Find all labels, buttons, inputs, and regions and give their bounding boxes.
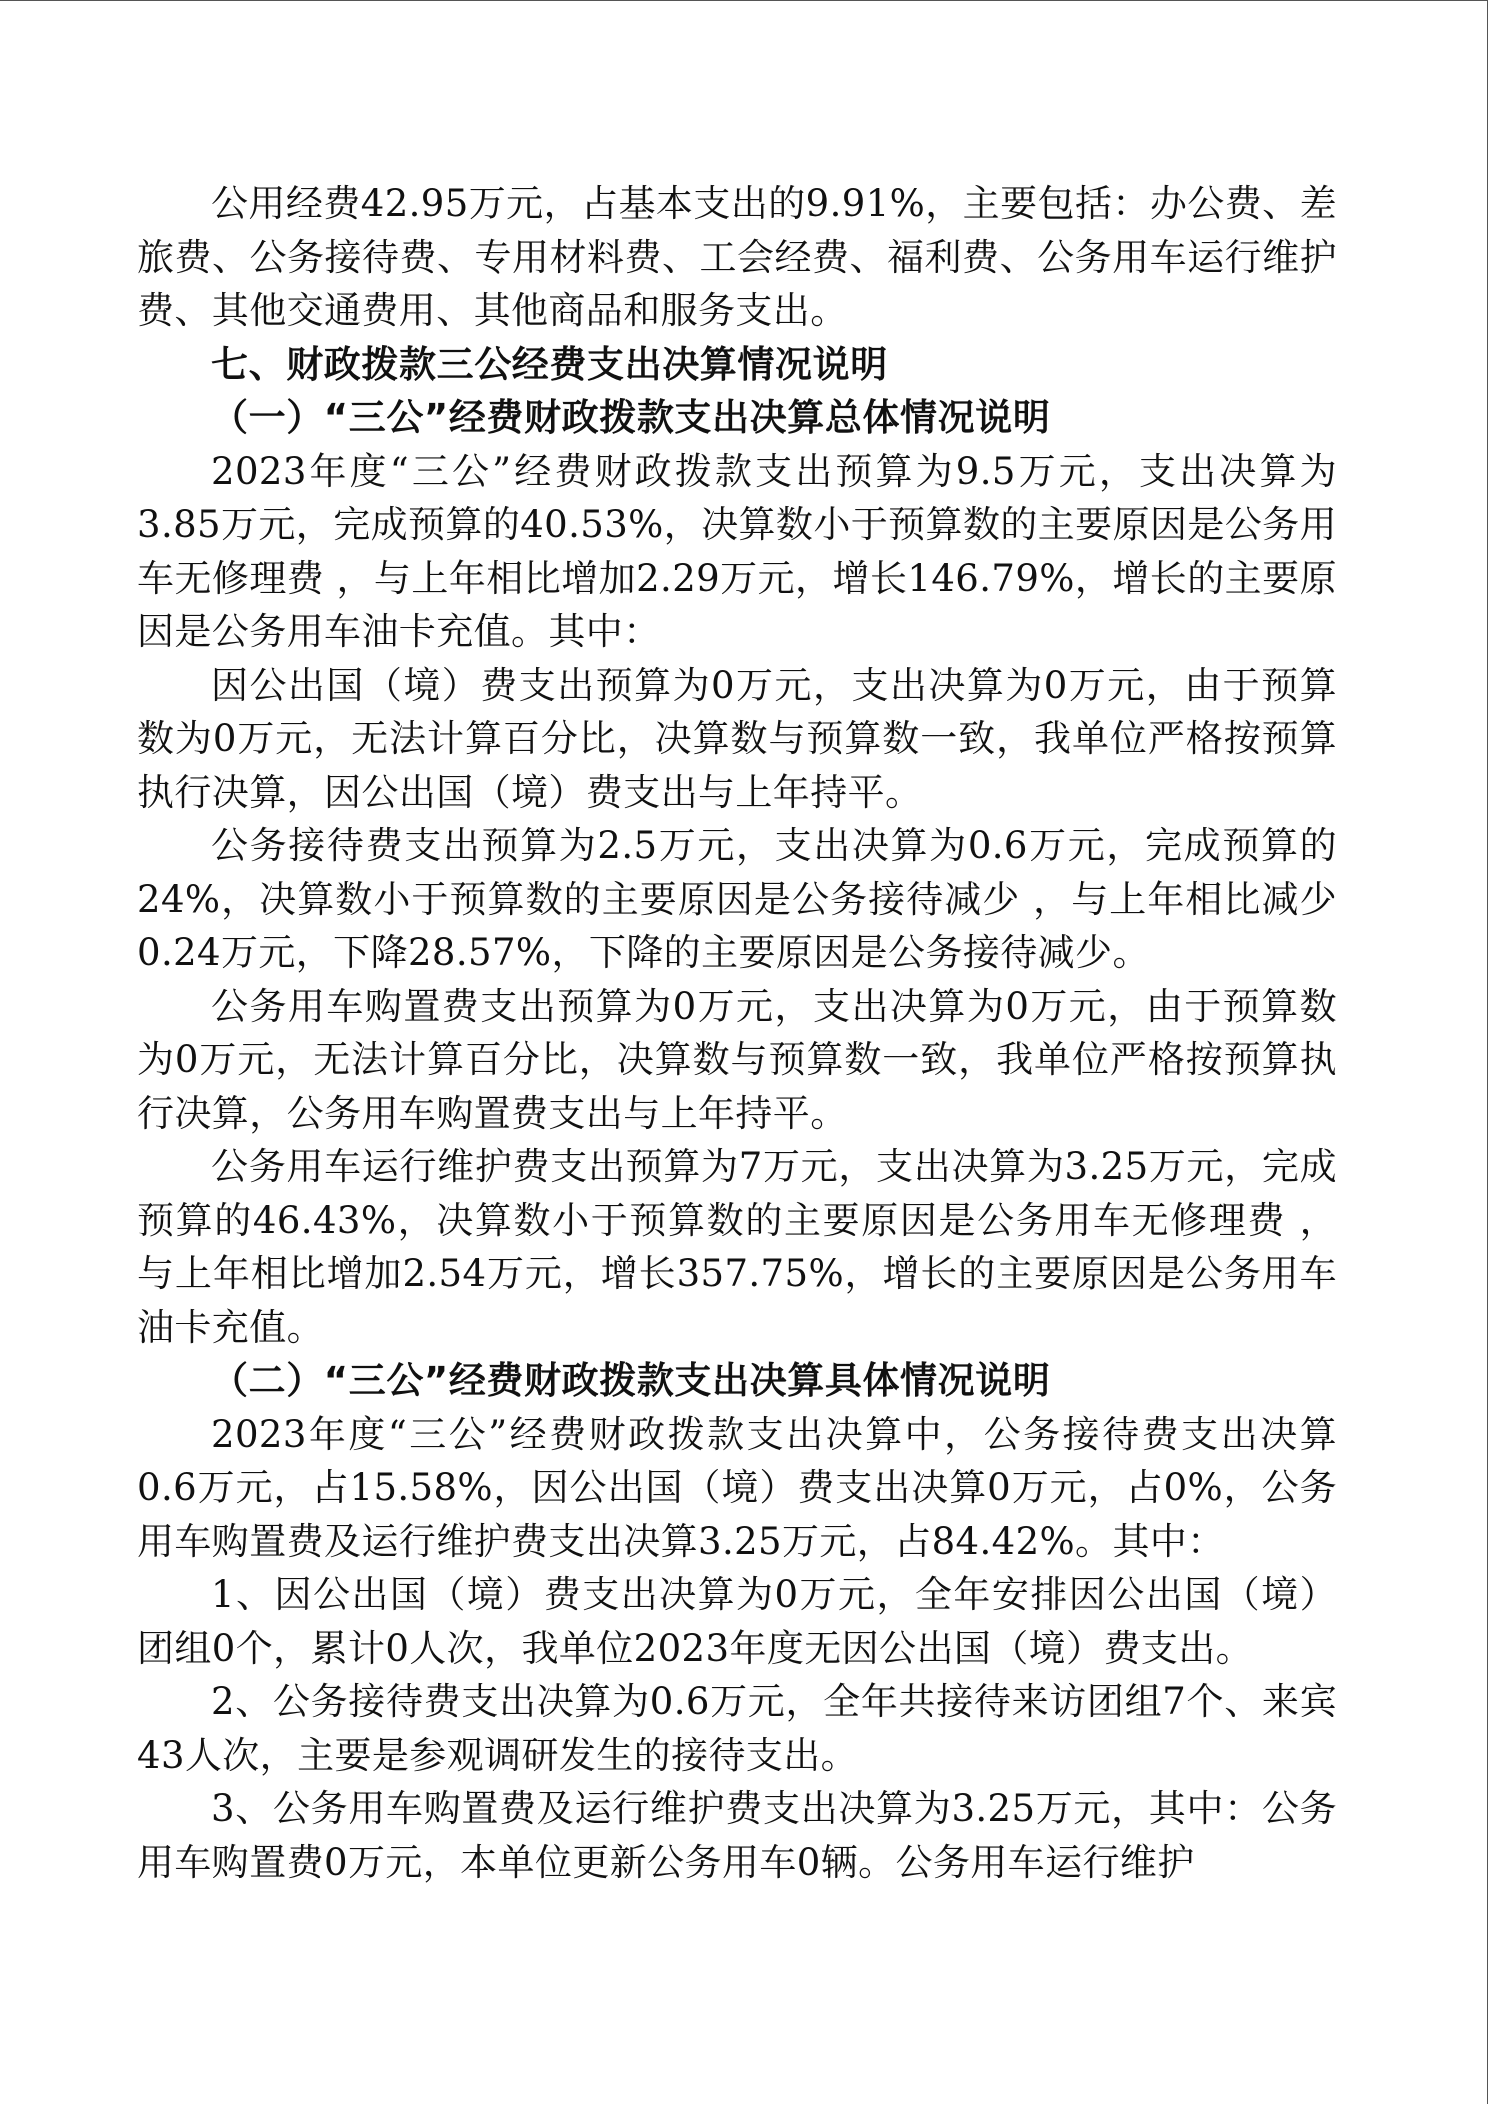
paragraph-public-expenses: 公用经费42.95万元，占基本支出的9.91%，主要包括：办公费、差旅费、公务接待费、专用材料费、工会经费、福利费、公务用车运行维护费、其他交通费用、其他商品和服务支出。 bbox=[137, 182, 1337, 332]
paragraph-vehicle-purchase: 公务用车购置费支出预算为0万元，支出决算为0万元，由于预算数为0万元，无法计算百分比，决算数与预算数一致，我单位严格按预算执行决算，公务用车购置费支出与上年持平。 bbox=[137, 984, 1337, 1135]
subsection-heading-one: （一）“三公”经费财政拨款支出决算总体情况说明 bbox=[211, 396, 1051, 439]
paragraph-vehicle-maintenance: 公务用车运行维护费支出预算为7万元，支出决算为3.25万元，完成预算的46.43%，决算数小于预算数的主要原因是公务用车无修理费 ，与上年相比增加2.54万元，增长357.75%，增长的主要原因是公务用车油卡充值。 bbox=[137, 1145, 1337, 1349]
paragraph-reception: 公务接待费支出预算为2.5万元，支出决算为0.6万元，完成预算的24%，决算数小于预算数的主要原因是公务接待减少 ，与上年相比减少0.24万元，下降28.57%，下降的主要原因是公务接待减少。 bbox=[137, 824, 1337, 974]
paragraph-overall-summary: 2023年度“三公”经费财政拨款支出预算为9.5万元，支出决算为3.85万元，完成预算的40.53%，决算数小于预算数的主要原因是公务用车无修理费 ，与上年相比增加2.29万元，增长146.79%，增长的主要原因是公务用车油卡充值。其中： bbox=[137, 449, 1337, 653]
subsection-heading-two: （二）“三公”经费财政拨款支出决算具体情况说明 bbox=[211, 1359, 1051, 1402]
paragraph-item-2: 2、公务接待费支出决算为0.6万元，全年共接待来访团组7个、来宾43人次，主要是参观调研发生的接待支出。 bbox=[137, 1680, 1337, 1777]
section-heading-seven: 七、财政拨款三公经费支出决算情况说明 bbox=[211, 342, 888, 386]
paragraph-detail-summary: 2023年度“三公”经费财政拨款支出决算中，公务接待费支出决算0.6万元，占15.58%，因公出国（境）费支出决算0万元，占0%，公务用车购置费及运行维护费支出决算3.25万元，占84.42%。其中： bbox=[137, 1412, 1337, 1563]
paragraph-item-3: 3、公务用车购置费及运行维护费支出决算为3.25万元，其中：公务用车购置费0万元，本单位更新公务用车0辆。公务用车运行维护 bbox=[137, 1787, 1337, 1884]
paragraph-item-1: 1、因公出国（境）费支出决算为0万元，全年安排因公出国（境）团组0个，累计0人次，我单位2023年度无因公出国（境）费支出。 bbox=[137, 1573, 1337, 1670]
paragraph-overseas-travel: 因公出国（境）费支出预算为0万元，支出决算为0万元，由于预算数为0万元，无法计算百分比，决算数与预算数一致，我单位严格按预算执行决算，因公出国（境）费支出与上年持平。 bbox=[137, 663, 1337, 814]
document-body bbox=[137, 177, 1337, 1889]
